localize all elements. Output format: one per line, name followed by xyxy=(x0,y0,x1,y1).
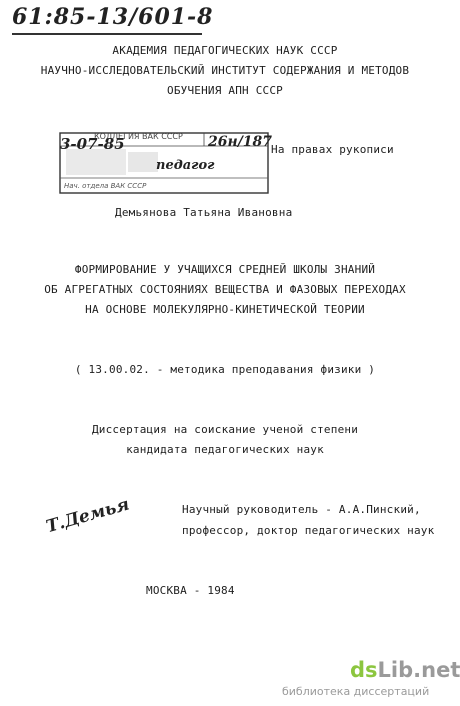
watermark-logo-net: .net xyxy=(413,658,460,682)
header-academy: АКАДЕМИЯ ПЕДАГОГИЧЕСКИХ НАУК СССР xyxy=(112,44,338,57)
specialty-code: ( 13.00.02. - методика преподавания физики ) xyxy=(74,363,376,376)
watermark-caption: библиотека диссертаций xyxy=(282,685,430,698)
archive-code-underline xyxy=(12,33,202,35)
stamp-line-college: КОЛЛЕГИЯ ВАК СССР xyxy=(94,132,183,141)
title-line-2: ОБ АГРЕГАТНЫХ СОСТОЯНИЯХ ВЕЩЕСТВА И ФАЗОВЫХ ПЕРЕХОДАХ xyxy=(44,283,406,296)
archive-stamp xyxy=(58,130,273,196)
header-institute-cont: ОБУЧЕНИЯ АПН СССР xyxy=(167,84,283,97)
watermark-logo xyxy=(350,658,460,682)
handwritten-signature: Т.Демья xyxy=(44,494,132,538)
title-line-3: НА ОСНОВЕ МОЛЕКУЛЯРНО-КИНЕТИЧЕСКОЙ ТЕОРИИ xyxy=(85,303,365,316)
city-year: МОСКВА - 1984 xyxy=(146,584,235,597)
dissertation-line-1: Диссертация на соискание ученой степени xyxy=(91,423,359,436)
supervisor-line-2: профессор, доктор педагогических наук xyxy=(182,524,435,537)
stamp-ref: 26н/187 xyxy=(208,134,273,150)
archive-code: 61:85-13/601-8 xyxy=(12,4,214,30)
stamp-number: 3-07-85 xyxy=(60,135,125,153)
stamp-line-department: Нач. отдела ВАК СССР xyxy=(64,182,147,190)
author-name: Демьянова Татьяна Ивановна xyxy=(115,206,293,219)
rights-note: На правах рукописи xyxy=(271,143,394,156)
stamp-tag: педагог xyxy=(156,158,215,173)
watermark-logo-lib: Lib xyxy=(377,658,414,682)
dissertation-line-2: кандидата педагогических наук xyxy=(126,443,324,456)
supervisor-line-1: Научный руководитель - А.А.Пинский, xyxy=(182,503,421,516)
watermark-logo-ds: ds xyxy=(350,658,378,682)
title-line-1: ФОРМИРОВАНИЕ У УЧАЩИХСЯ СРЕДНЕЙ ШКОЛЫ ЗНАНИЙ xyxy=(74,263,376,276)
header-institute: НАУЧНО-ИССЛЕДОВАТЕЛЬСКИЙ ИНСТИТУТ СОДЕРЖАНИЯ И МЕТОДОВ xyxy=(40,64,410,77)
